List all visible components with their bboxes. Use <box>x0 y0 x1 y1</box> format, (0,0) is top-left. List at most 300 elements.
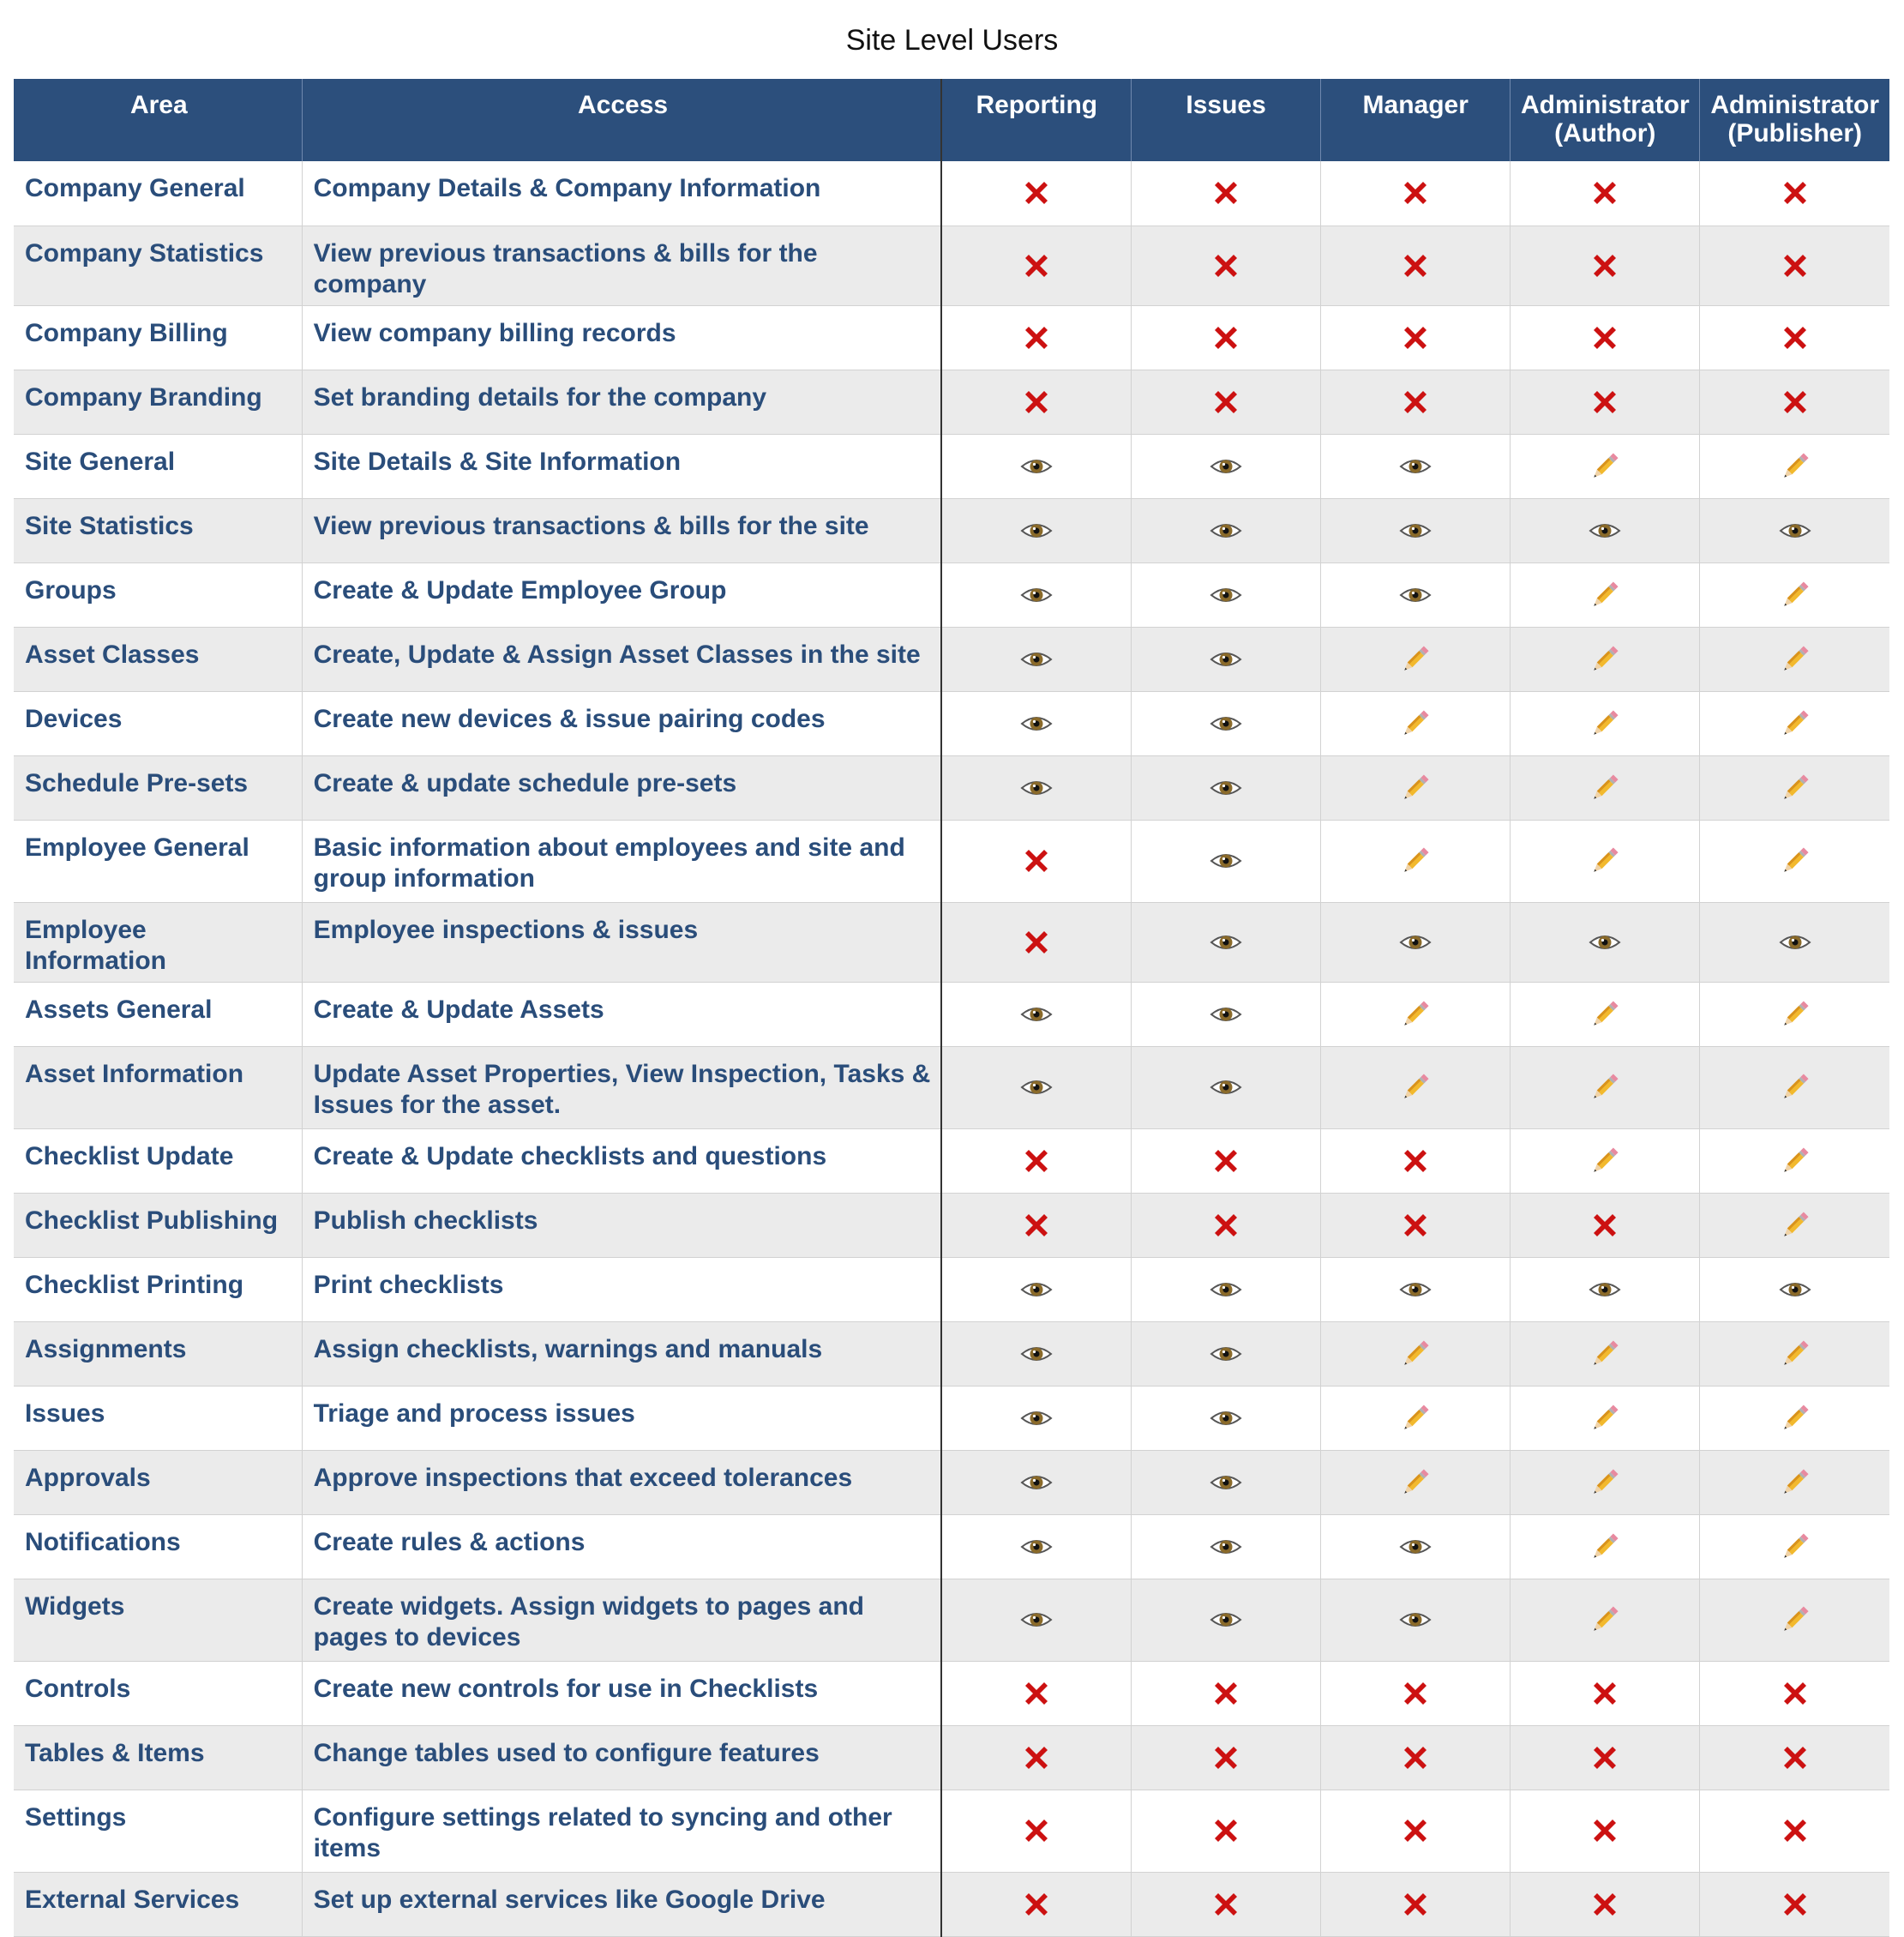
access-cell: Create, Update & Assign Asset Classes in the site <box>302 627 941 691</box>
red-cross-icon <box>1398 1741 1433 1775</box>
table-row <box>14 1725 1889 1790</box>
eye-icon <box>1019 997 1054 1032</box>
permission-cell-reporting <box>941 1386 1131 1450</box>
pencil-icon <box>1778 1530 1812 1564</box>
eye-icon <box>1209 1070 1243 1104</box>
permission-cell-manager <box>1321 305 1511 370</box>
area-cell: Approvals <box>14 1450 302 1514</box>
eye-icon <box>1019 1465 1054 1500</box>
area-cell: Site Statistics <box>14 498 302 562</box>
permission-cell-administrator-publisher <box>1700 1257 1889 1321</box>
permission-cell-manager <box>1321 562 1511 627</box>
red-cross-icon <box>1019 844 1054 878</box>
permission-cell-issues <box>1132 1725 1321 1790</box>
red-cross-icon <box>1209 176 1243 210</box>
pencil-icon <box>1588 771 1622 805</box>
pencil-icon <box>1588 844 1622 878</box>
eye-icon <box>1019 707 1054 741</box>
red-cross-icon <box>1019 1741 1054 1775</box>
access-cell: Create new devices & issue pairing codes <box>302 691 941 755</box>
eye-icon <box>1778 925 1812 959</box>
red-cross-icon <box>1588 1814 1622 1848</box>
access-cell: Site Details & Site Information <box>302 434 941 498</box>
eye-icon <box>1209 1465 1243 1500</box>
permission-cell-reporting <box>941 161 1131 226</box>
column-header-administrator-publisher: Administrator (Publisher) <box>1700 79 1889 161</box>
area-cell: Schedule Pre-sets <box>14 755 302 820</box>
red-cross-icon <box>1778 1741 1812 1775</box>
pencil-icon <box>1588 997 1622 1032</box>
permission-cell-administrator-publisher <box>1700 820 1889 902</box>
permission-cell-administrator-publisher <box>1700 1386 1889 1450</box>
red-cross-icon <box>1019 249 1054 283</box>
pencil-icon <box>1778 1070 1812 1104</box>
red-cross-icon <box>1778 1814 1812 1848</box>
permission-cell-administrator-author <box>1511 226 1700 305</box>
table-row <box>14 1321 1889 1386</box>
table-row <box>14 226 1889 305</box>
permission-cell-administrator-publisher <box>1700 498 1889 562</box>
access-cell: View previous transactions & bills for the company <box>302 226 941 305</box>
pencil-icon <box>1778 1144 1812 1178</box>
area-cell: Devices <box>14 691 302 755</box>
eye-icon <box>1019 1530 1054 1564</box>
table-row <box>14 1790 1889 1872</box>
permission-cell-reporting <box>941 627 1131 691</box>
table-row <box>14 562 1889 627</box>
permission-cell-reporting <box>941 1257 1131 1321</box>
pencil-icon <box>1778 1465 1812 1500</box>
column-header-issues: Issues <box>1132 79 1321 161</box>
permission-cell-administrator-publisher <box>1700 627 1889 691</box>
permission-cell-manager <box>1321 755 1511 820</box>
red-cross-icon <box>1209 1144 1243 1178</box>
table-row <box>14 305 1889 370</box>
permission-cell-administrator-author <box>1511 691 1700 755</box>
pencil-icon <box>1588 449 1622 484</box>
eye-icon <box>1019 578 1054 612</box>
red-cross-icon <box>1778 1887 1812 1922</box>
access-cell: Create & Update checklists and questions <box>302 1128 941 1193</box>
pencil-icon <box>1778 1337 1812 1371</box>
eye-icon <box>1398 1272 1433 1307</box>
table-row <box>14 1257 1889 1321</box>
pencil-icon <box>1588 1465 1622 1500</box>
red-cross-icon <box>1019 1208 1054 1242</box>
permission-cell-administrator-author <box>1511 498 1700 562</box>
permission-cell-issues <box>1132 1579 1321 1661</box>
permission-cell-issues <box>1132 820 1321 902</box>
pencil-icon <box>1778 707 1812 741</box>
permission-cell-manager <box>1321 982 1511 1046</box>
access-cell: View previous transactions & bills for the site <box>302 498 941 562</box>
red-cross-icon <box>1398 321 1433 355</box>
permission-cell-reporting <box>941 434 1131 498</box>
permission-cell-manager <box>1321 226 1511 305</box>
table-row <box>14 820 1889 902</box>
red-cross-icon <box>1398 176 1433 210</box>
pencil-icon <box>1588 707 1622 741</box>
red-cross-icon <box>1398 249 1433 283</box>
red-cross-icon <box>1778 1676 1812 1711</box>
permission-cell-reporting <box>941 755 1131 820</box>
eye-icon <box>1019 771 1054 805</box>
permission-cell-issues <box>1132 305 1321 370</box>
permission-cell-reporting <box>941 305 1131 370</box>
access-cell: Company Details & Company Information <box>302 161 941 226</box>
pencil-icon <box>1778 997 1812 1032</box>
pencil-icon <box>1778 449 1812 484</box>
permission-cell-administrator-publisher <box>1700 755 1889 820</box>
permission-cell-manager <box>1321 434 1511 498</box>
pencil-icon <box>1588 1070 1622 1104</box>
red-cross-icon <box>1778 176 1812 210</box>
permission-cell-administrator-publisher <box>1700 1046 1889 1128</box>
pencil-icon <box>1588 1144 1622 1178</box>
area-cell: Tables & Items <box>14 1725 302 1790</box>
red-cross-icon <box>1588 249 1622 283</box>
access-cell: Publish checklists <box>302 1193 941 1257</box>
permission-cell-administrator-author <box>1511 370 1700 434</box>
permissions-table <box>14 79 1889 1937</box>
permission-cell-administrator-author <box>1511 562 1700 627</box>
permission-cell-administrator-author <box>1511 902 1700 982</box>
permission-cell-issues <box>1132 1450 1321 1514</box>
permission-cell-administrator-author <box>1511 434 1700 498</box>
red-cross-icon <box>1209 1741 1243 1775</box>
permission-cell-reporting <box>941 1450 1131 1514</box>
area-cell: Widgets <box>14 1579 302 1661</box>
permission-cell-administrator-publisher <box>1700 1661 1889 1725</box>
table-row <box>14 1128 1889 1193</box>
pencil-icon <box>1398 707 1433 741</box>
pencil-icon <box>1588 1337 1622 1371</box>
eye-icon <box>1019 1401 1054 1435</box>
permission-cell-issues <box>1132 562 1321 627</box>
access-cell: Basic information about employees and site and group information <box>302 820 941 902</box>
access-cell: Approve inspections that exceed tolerances <box>302 1450 941 1514</box>
permission-cell-administrator-author <box>1511 982 1700 1046</box>
eye-icon <box>1209 449 1243 484</box>
permission-cell-issues <box>1132 1872 1321 1936</box>
permission-cell-manager <box>1321 1872 1511 1936</box>
area-cell: Groups <box>14 562 302 627</box>
eye-icon <box>1209 707 1243 741</box>
permission-cell-reporting <box>941 1514 1131 1579</box>
permission-cell-issues <box>1132 1321 1321 1386</box>
access-cell: Set branding details for the company <box>302 370 941 434</box>
permission-cell-issues <box>1132 1193 1321 1257</box>
table-row <box>14 498 1889 562</box>
eye-icon <box>1209 1603 1243 1637</box>
permission-cell-administrator-publisher <box>1700 1725 1889 1790</box>
permission-cell-issues <box>1132 902 1321 982</box>
permission-cell-manager <box>1321 161 1511 226</box>
table-row <box>14 902 1889 982</box>
eye-icon <box>1398 925 1433 959</box>
permission-cell-issues <box>1132 755 1321 820</box>
permission-cell-administrator-publisher <box>1700 226 1889 305</box>
access-cell: Create widgets. Assign widgets to pages and pages to devices <box>302 1579 941 1661</box>
area-cell: Company General <box>14 161 302 226</box>
access-cell: Change tables used to configure features <box>302 1725 941 1790</box>
eye-icon <box>1398 514 1433 548</box>
eye-icon <box>1019 642 1054 677</box>
pencil-icon <box>1778 1401 1812 1435</box>
permission-cell-administrator-publisher <box>1700 1321 1889 1386</box>
permission-cell-administrator-publisher <box>1700 1450 1889 1514</box>
red-cross-icon <box>1778 321 1812 355</box>
permission-cell-administrator-author <box>1511 1872 1700 1936</box>
column-header-access: Access <box>302 79 941 161</box>
column-header-administrator-author: Administrator (Author) <box>1511 79 1700 161</box>
permission-cell-manager <box>1321 902 1511 982</box>
permission-cell-reporting <box>941 1872 1131 1936</box>
eye-icon <box>1209 997 1243 1032</box>
pencil-icon <box>1588 1401 1622 1435</box>
eye-icon <box>1209 578 1243 612</box>
permission-cell-administrator-author <box>1511 627 1700 691</box>
eye-icon <box>1398 578 1433 612</box>
table-row <box>14 1450 1889 1514</box>
permission-cell-manager <box>1321 1450 1511 1514</box>
permission-cell-issues <box>1132 982 1321 1046</box>
eye-icon <box>1588 1272 1622 1307</box>
red-cross-icon <box>1398 1676 1433 1711</box>
permission-cell-manager <box>1321 498 1511 562</box>
permission-cell-reporting <box>941 1321 1131 1386</box>
permission-cell-manager <box>1321 627 1511 691</box>
red-cross-icon <box>1019 1676 1054 1711</box>
permission-cell-issues <box>1132 1046 1321 1128</box>
eye-icon <box>1209 514 1243 548</box>
red-cross-icon <box>1398 1814 1433 1848</box>
pencil-icon <box>1778 1208 1812 1242</box>
red-cross-icon <box>1019 385 1054 419</box>
red-cross-icon <box>1588 321 1622 355</box>
red-cross-icon <box>1209 1887 1243 1922</box>
access-cell: Create rules & actions <box>302 1514 941 1579</box>
access-cell: Triage and process issues <box>302 1386 941 1450</box>
eye-icon <box>1019 1070 1054 1104</box>
eye-icon <box>1209 1401 1243 1435</box>
eye-icon <box>1398 1603 1433 1637</box>
area-cell: Company Statistics <box>14 226 302 305</box>
access-cell: Create & update schedule pre-sets <box>302 755 941 820</box>
permission-cell-issues <box>1132 1257 1321 1321</box>
permission-cell-administrator-author <box>1511 1128 1700 1193</box>
area-cell: Asset Information <box>14 1046 302 1128</box>
red-cross-icon <box>1019 925 1054 959</box>
area-cell: Settings <box>14 1790 302 1872</box>
red-cross-icon <box>1588 385 1622 419</box>
permission-cell-manager <box>1321 370 1511 434</box>
permission-cell-manager <box>1321 1193 1511 1257</box>
pencil-icon <box>1398 642 1433 677</box>
pencil-icon <box>1398 771 1433 805</box>
pencil-icon <box>1398 1337 1433 1371</box>
eye-icon <box>1019 514 1054 548</box>
permission-cell-manager <box>1321 1321 1511 1386</box>
permission-cell-issues <box>1132 498 1321 562</box>
permission-cell-administrator-author <box>1511 1661 1700 1725</box>
permission-cell-manager <box>1321 1661 1511 1725</box>
red-cross-icon <box>1398 1887 1433 1922</box>
permission-cell-administrator-publisher <box>1700 1193 1889 1257</box>
permission-cell-administrator-author <box>1511 1725 1700 1790</box>
permission-cell-administrator-publisher <box>1700 691 1889 755</box>
eye-icon <box>1019 449 1054 484</box>
eye-icon <box>1588 925 1622 959</box>
permission-cell-reporting <box>941 1193 1131 1257</box>
permission-cell-issues <box>1132 691 1321 755</box>
pencil-icon <box>1398 997 1433 1032</box>
eye-icon <box>1209 844 1243 878</box>
permission-cell-administrator-publisher <box>1700 1872 1889 1936</box>
area-cell: Site General <box>14 434 302 498</box>
permission-cell-reporting <box>941 982 1131 1046</box>
column-header-reporting: Reporting <box>941 79 1131 161</box>
permission-cell-administrator-author <box>1511 1514 1700 1579</box>
table-row <box>14 161 1889 226</box>
pencil-icon <box>1588 642 1622 677</box>
area-cell: Notifications <box>14 1514 302 1579</box>
access-cell: Create & Update Employee Group <box>302 562 941 627</box>
area-cell: Employee Information <box>14 902 302 982</box>
permission-cell-administrator-publisher <box>1700 562 1889 627</box>
column-header-manager: Manager <box>1321 79 1511 161</box>
table-row <box>14 434 1889 498</box>
pencil-icon <box>1778 578 1812 612</box>
permission-cell-administrator-publisher <box>1700 434 1889 498</box>
table-row <box>14 1046 1889 1128</box>
red-cross-icon <box>1019 1814 1054 1848</box>
pencil-icon <box>1398 844 1433 878</box>
permission-cell-administrator-author <box>1511 1257 1700 1321</box>
red-cross-icon <box>1778 249 1812 283</box>
permission-cell-manager <box>1321 1386 1511 1450</box>
pencil-icon <box>1588 1603 1622 1637</box>
permission-cell-reporting <box>941 1661 1131 1725</box>
table-row <box>14 1872 1889 1936</box>
red-cross-icon <box>1588 1676 1622 1711</box>
area-cell: Issues <box>14 1386 302 1450</box>
eye-icon <box>1778 1272 1812 1307</box>
eye-icon <box>1778 514 1812 548</box>
red-cross-icon <box>1588 176 1622 210</box>
red-cross-icon <box>1209 249 1243 283</box>
permission-cell-manager <box>1321 1514 1511 1579</box>
permission-cell-issues <box>1132 627 1321 691</box>
permission-cell-administrator-author <box>1511 820 1700 902</box>
permission-cell-administrator-publisher <box>1700 161 1889 226</box>
access-cell: Update Asset Properties, View Inspection, Tasks & Issues for the asset. <box>302 1046 941 1128</box>
red-cross-icon <box>1398 1208 1433 1242</box>
permission-cell-reporting <box>941 1128 1131 1193</box>
red-cross-icon <box>1588 1208 1622 1242</box>
area-cell: Assignments <box>14 1321 302 1386</box>
pencil-icon <box>1398 1465 1433 1500</box>
eye-icon <box>1209 1530 1243 1564</box>
table-row <box>14 1386 1889 1450</box>
table-header-row <box>14 79 1889 161</box>
permission-cell-administrator-author <box>1511 1790 1700 1872</box>
eye-icon <box>1209 771 1243 805</box>
pencil-icon <box>1778 1603 1812 1637</box>
red-cross-icon <box>1588 1887 1622 1922</box>
permission-cell-issues <box>1132 1790 1321 1872</box>
eye-icon <box>1019 1337 1054 1371</box>
permission-cell-manager <box>1321 1790 1511 1872</box>
table-row <box>14 982 1889 1046</box>
pencil-icon <box>1588 1530 1622 1564</box>
red-cross-icon <box>1209 321 1243 355</box>
eye-icon <box>1209 925 1243 959</box>
permission-cell-reporting <box>941 691 1131 755</box>
eye-icon <box>1398 1530 1433 1564</box>
permission-cell-administrator-publisher <box>1700 305 1889 370</box>
eye-icon <box>1019 1603 1054 1637</box>
permission-cell-reporting <box>941 1579 1131 1661</box>
access-cell: Create & Update Assets <box>302 982 941 1046</box>
eye-icon <box>1209 1337 1243 1371</box>
permission-cell-reporting <box>941 902 1131 982</box>
table-row <box>14 627 1889 691</box>
page-title: Site Level Users <box>845 24 1059 57</box>
access-cell: Print checklists <box>302 1257 941 1321</box>
permission-cell-reporting <box>941 1790 1131 1872</box>
area-cell: Checklist Printing <box>14 1257 302 1321</box>
red-cross-icon <box>1398 385 1433 419</box>
permission-cell-issues <box>1132 1514 1321 1579</box>
permission-cell-administrator-author <box>1511 1193 1700 1257</box>
table-row <box>14 1579 1889 1661</box>
area-cell: Checklist Publishing <box>14 1193 302 1257</box>
permission-cell-manager <box>1321 1046 1511 1128</box>
eye-icon <box>1209 642 1243 677</box>
permission-cell-administrator-publisher <box>1700 1790 1889 1872</box>
table-row <box>14 755 1889 820</box>
red-cross-icon <box>1019 176 1054 210</box>
permission-cell-manager <box>1321 1579 1511 1661</box>
permission-cell-administrator-author <box>1511 161 1700 226</box>
red-cross-icon <box>1209 1208 1243 1242</box>
pencil-icon <box>1398 1401 1433 1435</box>
red-cross-icon <box>1588 1741 1622 1775</box>
red-cross-icon <box>1209 1676 1243 1711</box>
permission-cell-issues <box>1132 370 1321 434</box>
red-cross-icon <box>1019 321 1054 355</box>
red-cross-icon <box>1778 385 1812 419</box>
permission-cell-administrator-author <box>1511 1579 1700 1661</box>
access-cell: Assign checklists, warnings and manuals <box>302 1321 941 1386</box>
access-cell: Configure settings related to syncing and other items <box>302 1790 941 1872</box>
table-row <box>14 691 1889 755</box>
eye-icon <box>1588 514 1622 548</box>
permission-cell-administrator-author <box>1511 1321 1700 1386</box>
permission-cell-administrator-publisher <box>1700 1579 1889 1661</box>
table-body <box>14 161 1889 1936</box>
area-cell: Employee General <box>14 820 302 902</box>
pencil-icon <box>1398 1070 1433 1104</box>
red-cross-icon <box>1209 385 1243 419</box>
permission-cell-reporting <box>941 1725 1131 1790</box>
table-row <box>14 1193 1889 1257</box>
red-cross-icon <box>1398 1144 1433 1178</box>
area-cell: Controls <box>14 1661 302 1725</box>
eye-icon <box>1019 1272 1054 1307</box>
permission-cell-issues <box>1132 1386 1321 1450</box>
